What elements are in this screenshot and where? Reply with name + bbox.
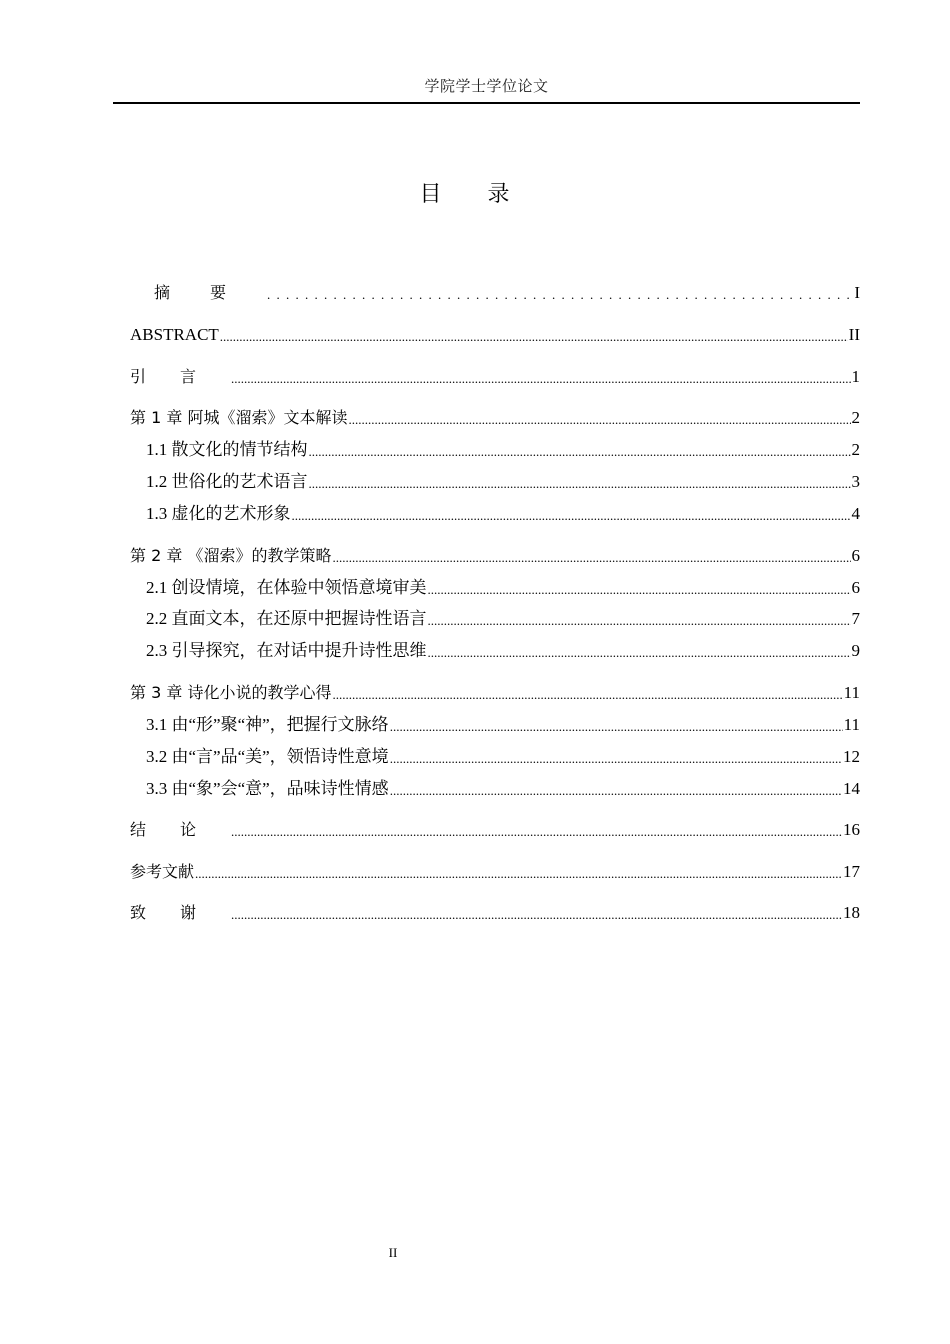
- toc-page-number: 18: [843, 903, 860, 922]
- toc-entry-text: 1.2 世俗化的艺术语言: [146, 472, 308, 491]
- toc-leader-dots: [428, 612, 851, 630]
- toc-page-number: 2: [851, 408, 860, 427]
- toc-page-number: 2: [851, 440, 860, 459]
- toc-entry-section-1-2[interactable]: [146, 469, 860, 493]
- toc-entry-text: 结论: [130, 820, 231, 839]
- toc-entry-section-3-1[interactable]: [146, 712, 860, 736]
- toc-entry-text: 3.2 由“言”品“美”，领悟诗性意境: [146, 747, 389, 766]
- toc-leader-dots: [231, 906, 842, 924]
- toc-entry-acknowledgements[interactable]: [130, 900, 860, 924]
- running-header-title: 学院学士学位论文: [424, 79, 549, 95]
- toc-entry-text: 2.2 直面文本，在还原中把握诗性语言: [146, 609, 427, 628]
- toc-leader-dots: [428, 581, 851, 599]
- toc-entry-section-2-1[interactable]: [146, 575, 860, 599]
- toc-entry-text: 参考文献: [130, 862, 195, 881]
- toc-page-number: II: [848, 325, 860, 344]
- toc-page-number: 4: [851, 504, 860, 523]
- toc-page-number: 7: [851, 609, 860, 628]
- toc-page-number: 16: [843, 820, 860, 839]
- toc-entry-references[interactable]: [130, 859, 860, 883]
- toc-page-number: 6: [851, 578, 860, 597]
- toc-entry-text: ABSTRACT: [130, 325, 219, 344]
- toc-leader-dots: [220, 328, 848, 346]
- toc-leader-dots: [231, 370, 850, 388]
- toc-entry-text: 3.1 由“形”聚“神”，把握行文脉络: [146, 715, 389, 734]
- toc-entry-text: 致谢: [130, 903, 231, 922]
- toc-leader-dots: [267, 286, 853, 304]
- toc-entry-abstract-en[interactable]: [130, 322, 860, 346]
- running-header: [113, 76, 860, 104]
- toc-entry-text: 3.3 由“象”会“意”，品味诗性情感: [146, 779, 389, 798]
- toc-leader-dots: [309, 443, 851, 461]
- toc-entry-section-3-3[interactable]: [146, 776, 860, 800]
- toc-leader-dots: [390, 750, 842, 768]
- toc-entry-section-3-2[interactable]: [146, 744, 860, 768]
- toc-entry-text: 第 3 章 诗化小说的教学心得: [130, 683, 332, 702]
- toc-entry-text: 摘要: [154, 283, 267, 302]
- toc-entry-text: 2.1 创设情境，在体验中领悟意境审美: [146, 578, 427, 597]
- toc-leader-dots: [292, 507, 851, 525]
- page-number-footer: II: [388, 1245, 398, 1260]
- toc-leader-dots: [332, 549, 850, 567]
- toc-leader-dots: [390, 718, 843, 736]
- toc-page-number: 11: [843, 715, 860, 734]
- toc-title: 目录: [419, 182, 556, 207]
- toc-entry-introduction[interactable]: [130, 364, 860, 388]
- toc-entry-section-1-1[interactable]: [146, 437, 860, 461]
- toc-entry-chapter-2[interactable]: [130, 543, 860, 567]
- toc-entry-conclusion[interactable]: [130, 817, 860, 841]
- toc-page-number: 3: [851, 472, 860, 491]
- toc-leader-dots: [231, 823, 842, 841]
- toc-entry-text: 1.1 散文化的情节结构: [146, 440, 308, 459]
- toc-page-number: 12: [843, 747, 860, 766]
- toc-leader-dots: [428, 644, 851, 662]
- toc-page-number: 6: [851, 546, 860, 565]
- toc-leader-dots: [332, 686, 842, 704]
- toc-entry-chapter-1[interactable]: [130, 405, 860, 429]
- toc-page-number: I: [854, 283, 860, 302]
- toc-entry-text: 第 1 章 阿城《溜索》文本解读: [130, 408, 348, 427]
- toc-leader-dots: [348, 411, 850, 429]
- toc-entry-text: 第 2 章 《溜索》的教学策略: [130, 546, 332, 565]
- toc-page-number: 11: [843, 683, 860, 702]
- toc-leader-dots: [309, 475, 851, 493]
- toc-page-number: 14: [843, 779, 860, 798]
- toc-page-number: 1: [851, 367, 860, 386]
- toc-entry-section-2-2[interactable]: [146, 606, 860, 630]
- toc-leader-dots: [195, 865, 842, 883]
- toc-entry-section-1-3[interactable]: [146, 501, 860, 525]
- toc-leader-dots: [390, 782, 842, 800]
- toc-entry-chapter-3[interactable]: [130, 680, 860, 704]
- toc-entry-abstract-cn[interactable]: [130, 280, 860, 304]
- toc-entry-text: 2.3 引导探究，在对话中提升诗性思维: [146, 641, 427, 660]
- toc-page-number: 17: [843, 862, 860, 881]
- toc-entry-text: 1.3 虚化的艺术形象: [146, 504, 291, 523]
- toc-page-number: 9: [851, 641, 860, 660]
- toc-entry-section-2-3[interactable]: [146, 638, 860, 662]
- toc-entry-text: 引言: [130, 367, 231, 386]
